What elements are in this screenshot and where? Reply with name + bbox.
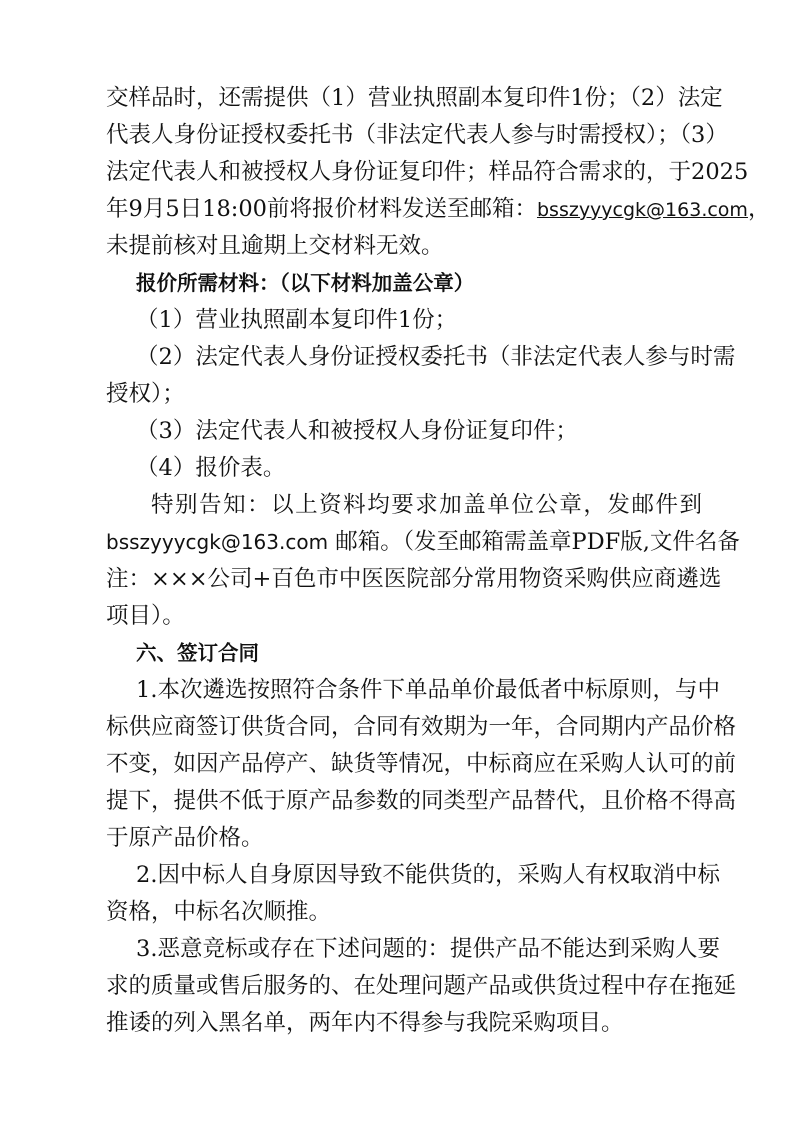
text-line: 注：×××公司+百色市中医医院部分常用物资采购供应商遴选 [106,566,722,592]
list-item: （1）营业执照副本复印件1份； [136,307,458,333]
section-heading: 六、签订合同 [136,641,259,665]
list-item-continuation: 授权）； [106,381,185,407]
text-line: 1.本次遴选按照符合条件下单品单价最低者中标原则，与中 [136,677,720,703]
text-line: 提下，提供不低于原产品参数的同类型产品替代，且价格不得高 [106,788,737,814]
text-line: 特别告知：以上资料均要求加盖单位公章，发邮件到 [151,492,702,518]
list-item: （3）法定代表人和被授权人身份证复印件； [136,418,578,444]
text-line: 于原产品价格。 [106,825,264,851]
text-line: 2.因中标人自身原因导致不能供货的，采购人有权取消中标 [136,862,720,888]
text-line: 代表人身份证授权委托书（非法定代表人参与时需授权）；（3） [106,122,728,148]
text-line: 推诿的列入黑名单，两年内不得参与我院采购项目。 [106,1010,624,1036]
materials-heading: 报价所需材料：（以下材料加盖公章） [136,271,475,295]
text-line: 资格，中标名次顺推。 [106,899,332,925]
list-item: （4）报价表。 [136,455,286,481]
text-line: 未提前核对且逾期上交材料无效。 [106,233,444,259]
email-link[interactable]: bsszyyycgk@163.com [536,199,748,221]
text-line: 交样品时，还需提供（1）营业执照副本复印件1份；（2）法定 [106,85,723,111]
text-line: 3.恶意竞标或存在下述问题的：提供产品不能达到采购人要 [136,936,720,962]
text-line [106,524,740,561]
text-line: 项目）。 [106,603,185,629]
text-span: 年9月5日18:00前将报价材料发送至邮箱： [106,196,537,222]
text-line: 求的质量或售后服务的、在处理问题产品或供货过程中存在拖延 [106,973,737,999]
email-text: bsszyyycgk@163.com [106,530,329,554]
list-item: （2）法定代表人身份证授权委托书（非法定代表人参与时需 [136,344,736,370]
text-span: ， [747,196,771,222]
document-body [106,80,771,1042]
text-span: 邮箱。（发至邮箱需盖章PDF版,文件名备 [328,529,740,555]
text-line: 法定代表人和被授权人身份证复印件；样品符合需求的，于2025 [106,159,749,185]
text-line: 标供应商签订供货合同，合同有效期为一年，合同期内产品价格 [106,714,737,740]
text-line: 不变，如因产品停产、缺货等情况，中标商应在采购人认可的前 [106,751,737,777]
text-line [106,191,771,228]
